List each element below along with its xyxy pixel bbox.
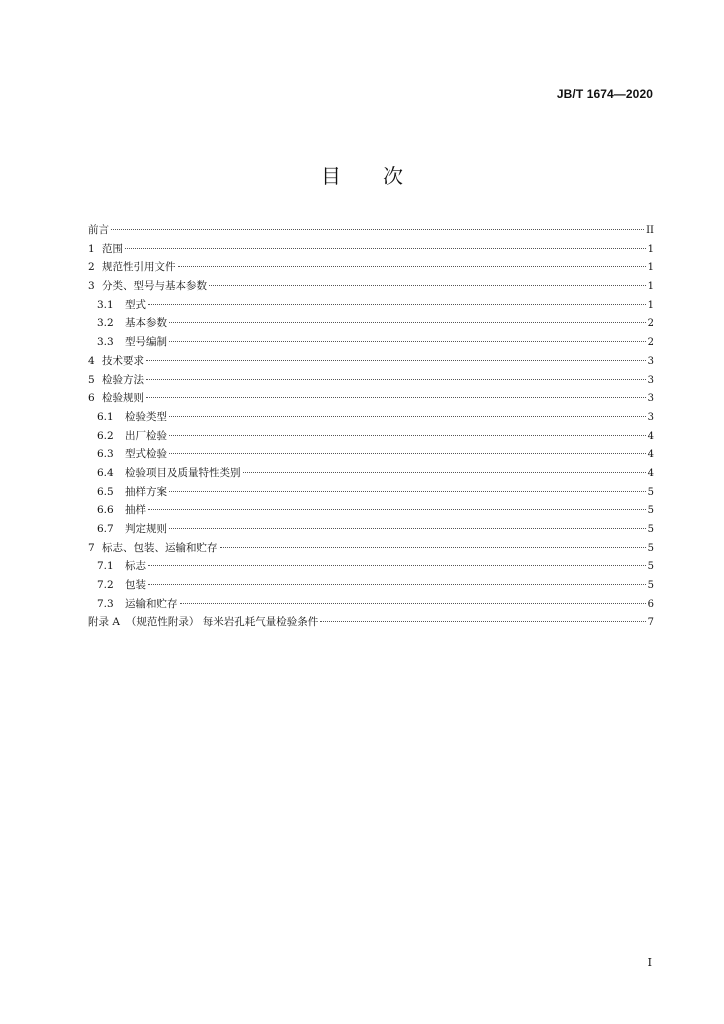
- toc-entry[interactable]: [88, 427, 654, 446]
- toc-entry-number: 7: [88, 541, 95, 554]
- toc-entry-page: II: [646, 225, 654, 236]
- toc-entry[interactable]: [88, 408, 654, 427]
- dot-leader: [209, 285, 646, 286]
- toc-entry-number: 3.1: [97, 298, 114, 311]
- toc-entry-page: 1: [647, 281, 654, 293]
- toc-entry[interactable]: [88, 333, 654, 352]
- toc-entry-number: 3.2: [97, 317, 114, 330]
- toc-entry-page: 5: [647, 505, 654, 517]
- dot-leader: [169, 491, 646, 492]
- toc-entry-label: 运输和贮存: [125, 597, 178, 610]
- toc-entry-label: 分类、型号与基本参数: [102, 280, 207, 293]
- table-of-contents: [88, 221, 654, 632]
- dot-leader: [320, 621, 645, 622]
- dot-leader: [243, 472, 646, 473]
- toc-entry-label: 检验类型: [125, 410, 167, 423]
- toc-entry-number: 6.7: [97, 523, 114, 535]
- toc-entry-page: 1: [647, 243, 654, 255]
- toc-entry-number: 6: [88, 392, 95, 405]
- dot-leader: [148, 304, 646, 305]
- toc-entry-label: 型式: [125, 298, 146, 311]
- toc-entry-number: 6.1: [97, 410, 114, 423]
- toc-entry-page: 1: [647, 299, 654, 311]
- toc-entry-number: 1: [88, 242, 95, 255]
- toc-entry-label: 型号编制: [125, 336, 167, 349]
- toc-entry-label: 技术要求: [102, 354, 144, 367]
- toc-entry-label: 基本参数: [125, 317, 167, 330]
- toc-entry-page: 5: [647, 486, 654, 498]
- toc-entry[interactable]: [88, 595, 654, 614]
- dot-leader: [220, 547, 646, 548]
- dot-leader: [148, 584, 646, 585]
- toc-entry-number: 6.6: [97, 504, 114, 517]
- toc-entry-number: 附录 A: [88, 616, 120, 629]
- toc-entry-page: 2: [647, 337, 654, 349]
- toc-entry-label: 范围: [102, 242, 123, 255]
- dot-leader: [169, 341, 646, 342]
- dot-leader: [146, 379, 646, 380]
- toc-entry[interactable]: [88, 352, 654, 371]
- toc-entry-label: 检验方法: [102, 373, 144, 386]
- toc-entry-label: 抽样: [125, 504, 146, 517]
- toc-entry-number: 2: [88, 261, 95, 274]
- dot-leader: [169, 453, 646, 454]
- dot-leader: [169, 416, 646, 417]
- toc-entry-number: 7.3: [97, 597, 114, 610]
- dot-leader: [125, 248, 646, 249]
- toc-entry-page: 5: [647, 524, 654, 535]
- toc-entry-number: 6.3: [97, 448, 114, 461]
- toc-entry-label: 检验规则: [102, 392, 144, 405]
- dot-leader: [180, 603, 646, 604]
- toc-entry[interactable]: [88, 520, 654, 539]
- toc-entry[interactable]: [88, 371, 654, 390]
- standard-code: JB/T 1674—2020: [556, 87, 653, 101]
- toc-entry-number: 6.2: [97, 429, 114, 442]
- toc-entry-label: 前言: [88, 224, 109, 236]
- toc-entry-page: 2: [647, 318, 654, 330]
- toc-entry-page: 3: [647, 393, 654, 405]
- toc-entry-label: 出厂检验: [125, 429, 167, 442]
- dot-leader: [148, 565, 646, 566]
- toc-entry-label: 判定规则: [125, 523, 167, 535]
- toc-entry-page: 3: [647, 411, 654, 423]
- toc-entry-label: （规范性附录） 每米岩孔耗气量检验条件: [125, 616, 319, 629]
- toc-entry-page: 3: [647, 355, 654, 367]
- toc-entry-label: 抽样方案: [125, 485, 167, 498]
- dot-leader: [169, 528, 646, 529]
- toc-entry[interactable]: [88, 240, 654, 259]
- toc-entry-page: 6: [647, 598, 654, 610]
- toc-entry-page: 4: [647, 430, 654, 442]
- dot-leader: [178, 266, 646, 267]
- dot-leader: [146, 397, 646, 398]
- toc-entry-label: 规范性引用文件: [102, 261, 176, 274]
- toc-entry-page: 4: [647, 449, 654, 461]
- toc-entry[interactable]: [88, 389, 654, 408]
- toc-entry-number: 6.5: [97, 485, 114, 498]
- toc-entry[interactable]: [88, 296, 654, 315]
- dot-leader: [111, 229, 644, 230]
- toc-entry[interactable]: [88, 576, 654, 595]
- toc-entry-page: 5: [647, 580, 654, 592]
- dot-leader: [146, 360, 646, 361]
- toc-entry-page: 7: [647, 617, 654, 629]
- toc-entry-number: 7.2: [97, 579, 114, 592]
- toc-entry-number: 4: [88, 354, 95, 367]
- toc-entry-page: 3: [647, 374, 654, 386]
- toc-entry[interactable]: [88, 483, 654, 502]
- dot-leader: [169, 322, 646, 323]
- toc-entry-page: 5: [647, 542, 654, 554]
- toc-entry-number: 5: [88, 373, 95, 386]
- toc-entry[interactable]: [88, 314, 654, 333]
- toc-entry-label: 型式检验: [125, 448, 167, 461]
- toc-entry-number: 7.1: [97, 560, 114, 573]
- toc-entry[interactable]: [88, 258, 654, 277]
- page-number: I: [647, 956, 652, 969]
- dot-leader: [169, 435, 646, 436]
- toc-entry[interactable]: [88, 221, 654, 240]
- toc-entry-page: 5: [647, 561, 654, 573]
- toc-entry-number: 6.4: [97, 466, 114, 479]
- toc-entry-number: 3: [88, 280, 95, 293]
- toc-entry-label: 包装: [125, 579, 146, 592]
- toc-entry[interactable]: [88, 501, 654, 520]
- toc-entry-number: 3.3: [97, 336, 114, 349]
- toc-entry-page: 1: [647, 262, 654, 274]
- toc-entry[interactable]: [88, 613, 654, 632]
- toc-entry[interactable]: [88, 557, 654, 576]
- page-title: 目次: [321, 164, 445, 188]
- toc-entry[interactable]: [88, 277, 654, 296]
- toc-entry-label: 标志、包装、运输和贮存: [102, 541, 218, 554]
- toc-entry-page: 4: [647, 467, 654, 479]
- toc-entry-label: 标志: [125, 560, 146, 573]
- dot-leader: [148, 509, 646, 510]
- toc-entry-label: 检验项目及质量特性类别: [125, 466, 241, 479]
- toc-entry[interactable]: [88, 464, 654, 483]
- toc-entry[interactable]: [88, 445, 654, 464]
- toc-entry[interactable]: [88, 539, 654, 558]
